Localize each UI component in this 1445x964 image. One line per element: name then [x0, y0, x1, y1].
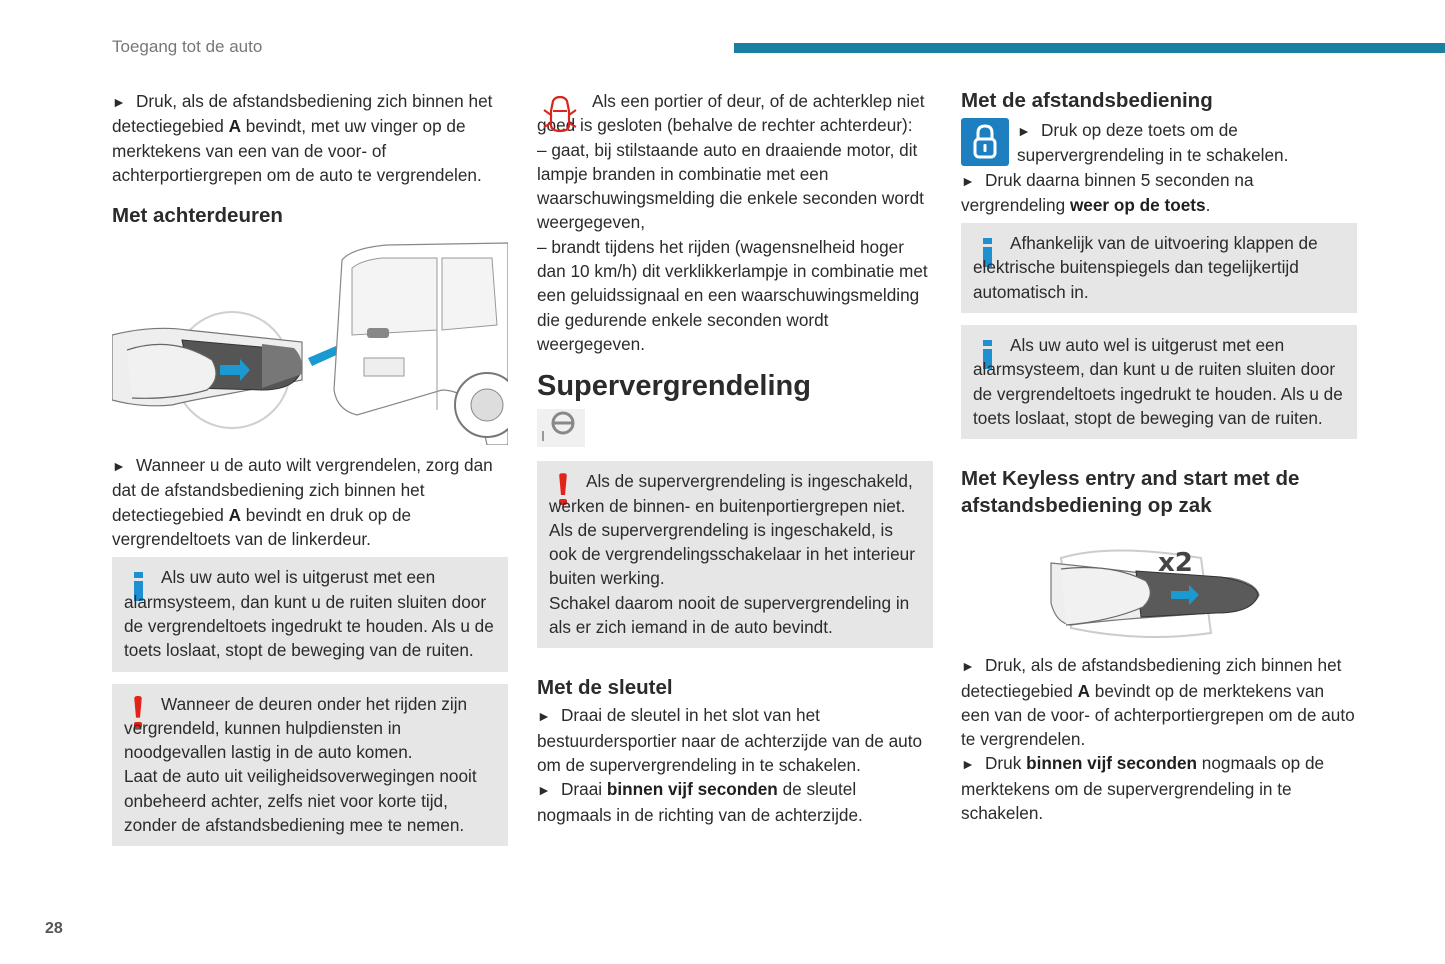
warning-text: Wanneer de deuren onder het rijden zijn vergrendeld, kunnen hulpdiensten in noodgevallen lastig in de auto komen.: [124, 693, 468, 763]
column-1: [112, 87, 508, 846]
door-warning-item: – brandt tijdens het rijden (wagensnelheid hoger dan 10 km/h) dit verklikkerlampje in combinatie met een geluidssignaal en een waarschuwingsmelding die gedurende enkele seconden wordt weergegeven.: [537, 236, 928, 354]
warning-box-locked-doors: [112, 684, 508, 847]
bold-text: binnen vijf seconden: [1026, 753, 1198, 774]
column-2: [537, 87, 933, 827]
bold-text: A: [228, 504, 242, 525]
bullet-paragraph: ► Druk, als de afstandsbediening zich binnen het detectiegebied A bevindt op de merktekens van een van de voor- of achterportiergrepen om de auto te vergrendelen.: [961, 655, 1355, 750]
heading-with-key: Met de sleutel: [537, 676, 673, 700]
bullet-triangle-icon: ►: [112, 458, 126, 475]
page-number: 28: [45, 920, 63, 937]
warning-box-supervergrendeling: [537, 461, 933, 648]
bullet-triangle-icon: ►: [961, 172, 975, 189]
warning-text: Laat de auto uit veiligheidsoverwegingen nooit onbeheerd achter, zelfs niet voor korte tijd, zonder de afstandsbediening mee te nemen.: [124, 766, 477, 836]
door-warning-block: [537, 89, 933, 356]
bullet-triangle-icon: ►: [1017, 123, 1031, 139]
steering-wheel-icon: [537, 409, 585, 447]
warning-text: Als de supervergrendeling is ingeschakeld, werken de binnen- en buitenportiergrepen niet.: [549, 471, 913, 516]
bold-text: binnen vijf seconden: [606, 779, 778, 800]
info-box-alarm: [961, 325, 1357, 439]
section-header: Toegang tot de auto: [112, 37, 263, 56]
header-accent-bar: [734, 43, 1445, 53]
door-warning-item: – gaat, bij stilstaande auto en draaiende motor, dit lampje branden in combinatie met een waarschuwingsmelding die enkele seconden wordt weergegeven,: [537, 139, 924, 233]
x2-label: x2: [1158, 548, 1193, 579]
info-box-mirrors: [961, 223, 1357, 313]
bullet-triangle-icon: ►: [537, 708, 551, 725]
bullet-paragraph: ► Draai binnen vijf seconden de sleutel nogmaals in de richting van de achterzijde.: [537, 779, 863, 825]
warning-text: Als de supervergrendeling is ingeschakeld, is ook de vergrendelingsschakelaar in het interieur buiten werking.: [549, 519, 915, 589]
bullet-paragraph: ► Druk daarna binnen 5 seconden na vergrendeling weer op de toets.: [961, 169, 1254, 215]
bullet-triangle-icon: ►: [961, 658, 975, 675]
info-text: Als uw auto wel is uitgerust met een alarmsysteem, dan kunt u de ruiten sluiten door de vergrendeltoets ingedrukt te houden. Als u de toets loslaat, stopt de beweging van de ruiten.: [973, 335, 1343, 428]
bullet-paragraph: ► Druk, als de afstandsbediening zich binnen het detectiegebied A bevindt, met uw vinger op de merktekens van een van de voor- of achterportiergrepen om de auto te vergrendelen.: [112, 91, 493, 185]
bold-text: weer op de toets: [1069, 194, 1206, 215]
heading-with-remote: Met de afstandsbediening: [961, 89, 1213, 112]
door-warning-intro: Als een portier of deur, of de achterklep niet goed is gesloten (behalve de rechter achterdeur):: [537, 91, 925, 136]
heading-rear-doors: Met achterdeuren: [112, 204, 283, 228]
keyless-handle-illustration: [961, 533, 1357, 643]
bullet-triangle-icon: ►: [112, 94, 126, 110]
info-text: Als uw auto wel is uitgerust met een alarmsysteem, dan kunt u de ruiten sluiten door de vergrendeltoets ingedrukt te houden. Als u de toets loslaat, stopt de beweging van de ruiten.: [124, 567, 494, 661]
bullet-paragraph: ► Druk binnen vijf seconden nogmaals op de merktekens om de supervergrendeling in te schakelen.: [961, 753, 1325, 824]
warning-text: Schakel daarom nooit de supervergrendeling in als er zich iemand in de auto bevindt.: [549, 592, 910, 638]
heading-keyless: Met Keyless entry and start met de afstandsbediening op zak: [961, 467, 1300, 518]
door-open-warning-icon: [543, 95, 577, 135]
bullet-paragraph: ► Draai de sleutel in het slot van het bestuurdersportier naar de achterzijde van de auto om de supervergrendeling in te schakelen.: [537, 705, 923, 775]
remote-instructions: [961, 118, 1357, 217]
lock-icon: [961, 118, 1009, 166]
bold-text: A: [1077, 680, 1091, 701]
bullet-triangle-icon: ►: [961, 756, 975, 773]
bullet-paragraph: ► Druk op deze toets om de supervergrendeling in te schakelen.: [1017, 120, 1289, 166]
info-box-alarm: [112, 557, 508, 671]
bullet-paragraph: ► Wanneer u de auto wilt vergrendelen, zorg dan dat de afstandsbediening zich binnen het detectiegebied A bevindt en druk op de vergrendeltoets van de linkerdeur.: [112, 455, 493, 550]
bullet-triangle-icon: ►: [537, 782, 551, 799]
info-text: Afhankelijk van de uitvoering klappen de elektrische buitenspiegels dan tegelijkertijd automatisch in.: [973, 233, 1318, 302]
rear-door-handle-illustration: [112, 240, 508, 445]
heading-supervergrendeling: Supervergrendeling: [537, 370, 811, 403]
column-3: [961, 87, 1357, 825]
bold-text: A: [228, 116, 242, 137]
